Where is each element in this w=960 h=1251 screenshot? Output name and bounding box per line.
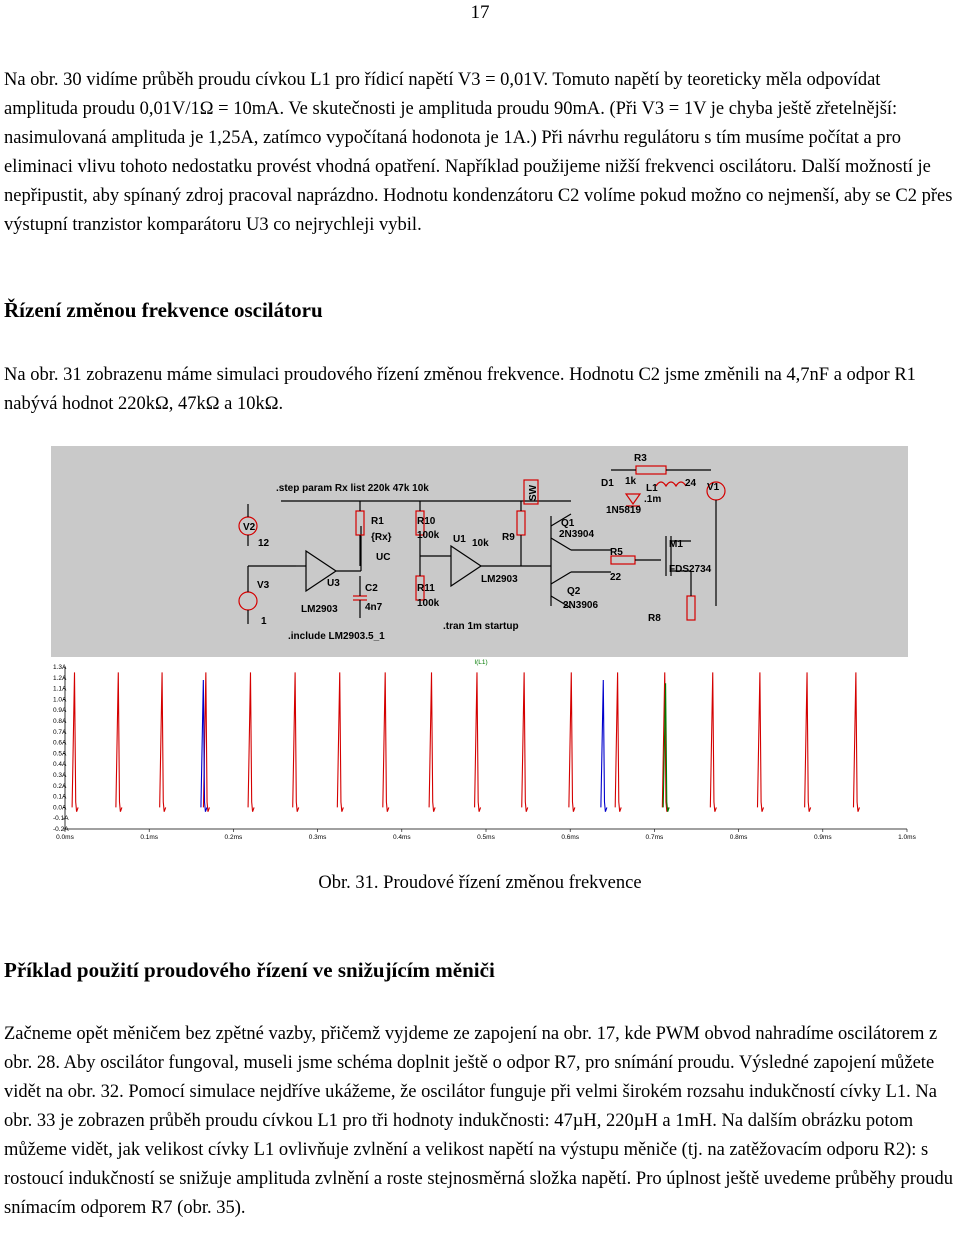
v1-label: V1 [707, 482, 720, 493]
figure-caption: Obr. 31. Proudové řízení změnou frekvence [318, 873, 642, 893]
r9-value: 10k [472, 538, 489, 549]
x-tick-label: 0.9ms [813, 834, 832, 841]
y-tick-label: 0.9A [53, 707, 67, 715]
step-directive: .step param Rx list 220k 47k 10k [276, 483, 429, 494]
v3-label: V3 [257, 580, 270, 591]
u3-part: LM2903 [301, 604, 338, 615]
x-tick-label: 0.1ms [140, 834, 159, 841]
y-tick-label: 0.5A [53, 750, 67, 758]
y-tick-label: 0.7A [53, 728, 67, 736]
q2-label: Q2 [567, 586, 581, 597]
current-waveform-chart [51, 659, 916, 869]
r5-value: 22 [610, 572, 622, 583]
x-tick-label: 0.5ms [477, 834, 495, 841]
section-heading-buck-converter: Příklad použití proudového řízení ve snižujícím měniči [4, 958, 495, 982]
y-tick-label: 1.3A [53, 664, 67, 671]
paragraph-2: Na obr. 31 zobrazenu máme simulaci proudového řízení změnou frekvence. Hodnotu C2 jsme změnili na 4,7nF a odpor R1 nabývá hodnot 220kΩ, 47kΩ a 10kΩ. [4, 365, 916, 414]
tran-directive: .tran 1m startup [443, 621, 519, 632]
u1-part: LM2903 [481, 574, 518, 585]
uc-net-label: UC [376, 552, 391, 563]
m1-label: M1 [669, 539, 683, 550]
circuit-schematic [51, 446, 908, 657]
y-tick-label: 0.1A [53, 793, 67, 801]
y-tick-label: 0.3A [53, 772, 67, 779]
x-tick-label: 0.2ms [224, 834, 243, 841]
y-tick-label: 0.4A [53, 761, 67, 769]
q1-part: 2N3904 [559, 529, 595, 540]
v2-label: V2 [243, 522, 256, 533]
y-tick-label: -0.2A [53, 826, 69, 833]
r3-value: 1k [625, 476, 637, 487]
x-tick-label: 0.8ms [729, 834, 748, 841]
d1-part: 1N5819 [606, 505, 642, 516]
y-tick-label: 1.0A [53, 696, 67, 704]
r8-label: R8 [648, 613, 661, 624]
x-tick-label: 0.3ms [308, 834, 327, 841]
r3-label: R3 [634, 453, 647, 464]
v3-value: 1 [261, 616, 267, 627]
c2-label: C2 [365, 583, 378, 594]
paragraph-3: Začneme opět měničem bez zpětné vazby, přičemž vyjdeme ze zapojení na obr. 17, kde PWM obvod nahradíme oscilátorem z obr. 28. Aby oscilátor fungoval, museli jsme schéma doplnit ještě o odpor R7, pro snímání proudu. Výsledné zapojení můžete vidět na obr. 32. Pomocí simulace nejdříve ukážeme, že oscilátor funguje při velmi širokém rozsahu indukčností cívky L1. Na obr. 33 je zobrazen průběh proudu cívkou L1 pro tři hodnoty indukčnosti: 47µH, 220µH a 1mH. Na dalším obrázku potom můžeme vidět, jak velikost cívky L1 ovlivňuje zvlnění a velikost napětí na výstupu měniče (tj. na zatěžovacím odporu R2): s rostoucí indukčností se snižuje amplituda zvlnění a roste stejnosměrná složka napětí. Pro úplnost ještě uvedeme průběhy proudu snímacím odporem R7 (obr. 35). [4, 1024, 953, 1218]
d1-label: D1 [601, 478, 614, 489]
include-directive: .include LM2903.5_1 [288, 631, 385, 642]
l1-value: .1m [644, 494, 662, 505]
r10-label: R10 [417, 516, 436, 527]
page-number: 17 [470, 2, 490, 23]
x-tick-label: 0.6ms [561, 834, 580, 841]
v1-value: 24 [685, 478, 697, 489]
y-tick-label: 0.6A [53, 739, 67, 747]
sw-label: SW [528, 484, 539, 501]
r11-value: 100k [417, 598, 440, 609]
q1-label: Q1 [561, 518, 575, 529]
l1-label: L1 [646, 483, 658, 494]
q2-part: 2N3906 [563, 600, 599, 611]
r1-value: {Rx} [371, 532, 392, 543]
y-tick-label: -0.1A [53, 815, 69, 823]
section-heading-frequency-control: Řízení změnou frekvence oscilátoru [4, 298, 323, 322]
x-tick-label: 0.4ms [392, 834, 411, 841]
c2-value: 4n7 [365, 602, 383, 613]
y-tick-label: 0.8A [53, 718, 67, 725]
y-tick-label: 1.1A [53, 685, 67, 693]
paragraph-1: Na obr. 30 vidíme průběh proudu cívkou L1 pro řídicí napětí V3 = 0,01V. Tomuto napětí by teoreticky měla odpovídat amplituda proudu 0,01V/1Ω = 10mA. Ve skutečnosti je amplituda proudu 90mA. (Při V3 = 1V je chyba ještě zřetelnější: nasimulovaná amplituda je 1,25A, zatímco vypočítaná hodonota je 1A.) Při návrhu regulátoru s tím musíme počítat a pro eliminaci vlivu tohoto nedostatku provést vhodná opatření. Například použijeme nižší frekvenci oscilátoru. Další možností je nepřipustit, aby spínaný zdroj pracoval naprázdno. Hodnotu kondenzátoru C2 volíme pokud možno co nejmenší, aby se C2 přes výstupní tranzistor komparátoru U3 co nejrychleji vybil. [4, 70, 953, 235]
x-tick-label: 1.0ms [898, 834, 916, 841]
m1-part: FDS2734 [669, 564, 712, 575]
v2-value: 12 [258, 538, 270, 549]
u1-label: U1 [453, 534, 466, 545]
chart-title: I(L1) [474, 659, 488, 666]
y-tick-label: 0.0A [53, 804, 67, 812]
r10-value: 100k [417, 530, 440, 541]
x-tick-label: 0.0ms [56, 834, 74, 841]
r11-label: R11 [417, 583, 435, 594]
y-tick-label: 1.2A [53, 674, 67, 682]
r9-label: R9 [502, 532, 515, 543]
x-tick-label: 0.7ms [645, 834, 664, 841]
u3-label: U3 [327, 578, 340, 589]
r5-label: R5 [610, 547, 623, 558]
y-tick-label: 0.2A [53, 782, 67, 790]
r1-label: R1 [371, 516, 384, 527]
